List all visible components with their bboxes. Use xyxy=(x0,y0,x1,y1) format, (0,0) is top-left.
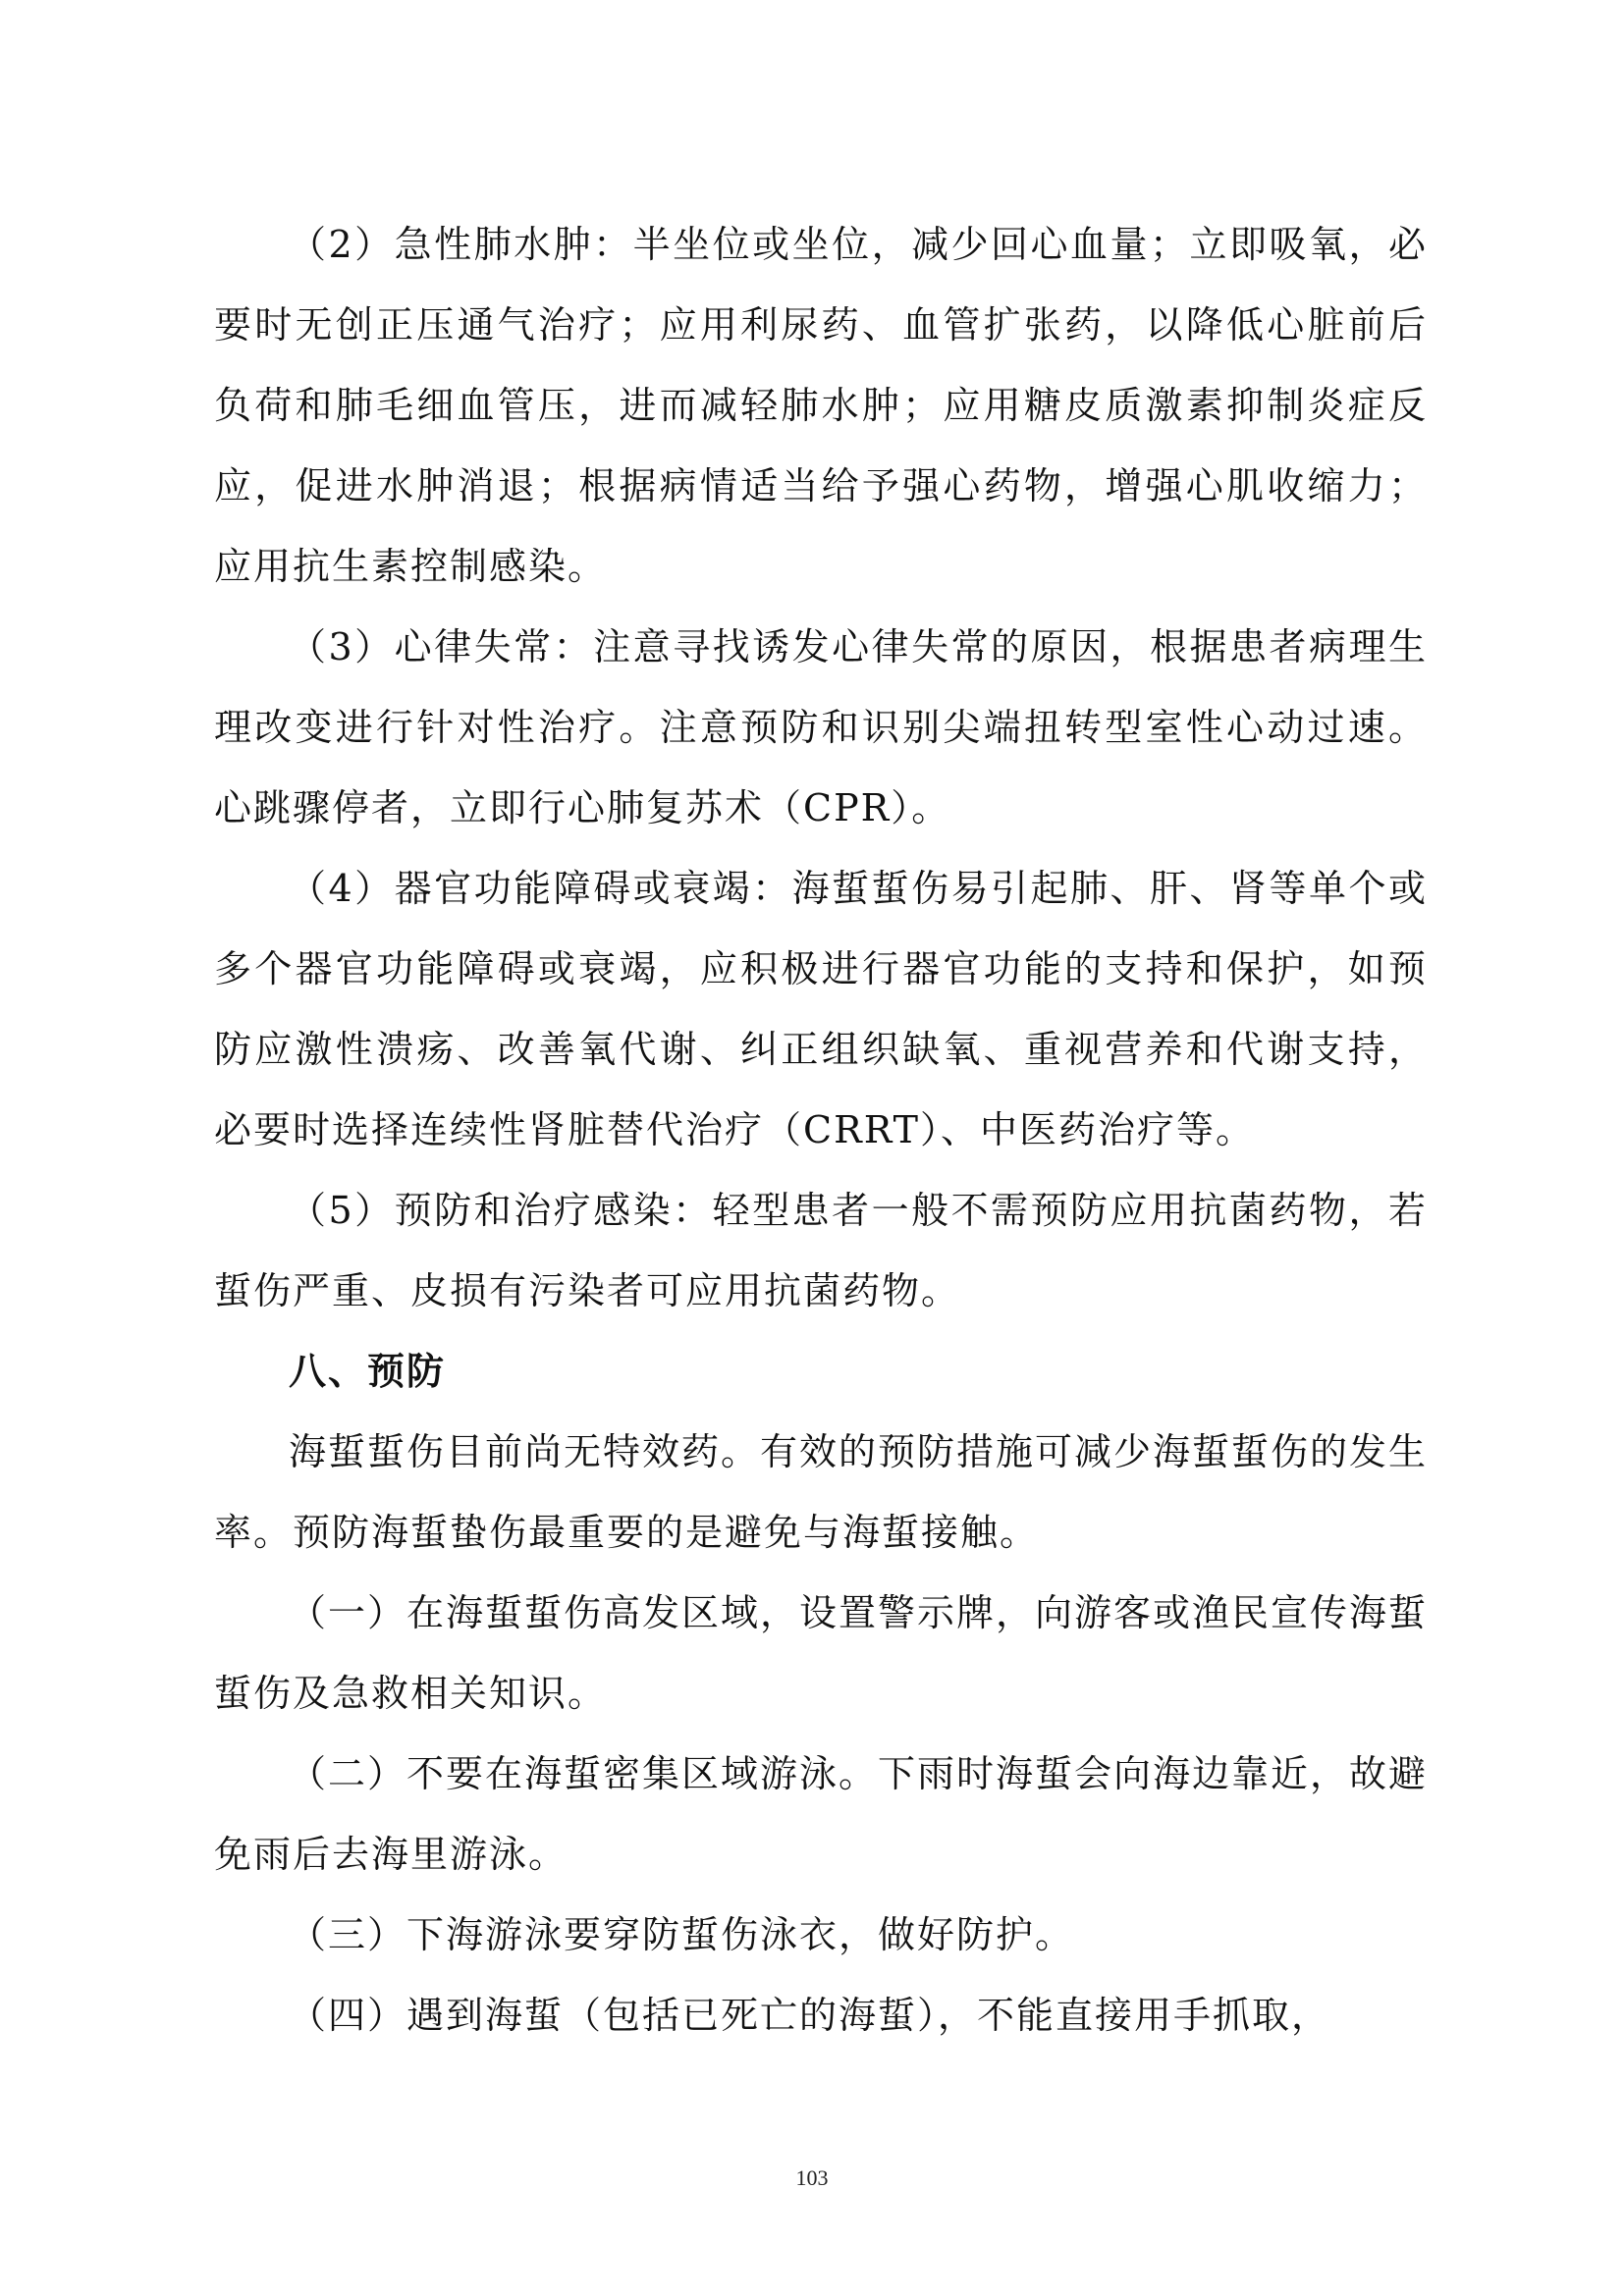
paragraph-prevention-3: （三）下海游泳要穿防蜇伤泳衣，做好防护。 xyxy=(289,1913,1075,1956)
page-content xyxy=(214,204,1428,2056)
paragraph-infection: （5）预防和治疗感染：轻型患者一般不需预防应用抗菌药物，若蜇伤严重、皮损有污染者可应用抗菌药物。 xyxy=(214,1189,1428,1312)
section-heading-prevention: 八、预防 xyxy=(289,1350,447,1393)
paragraph-prevention-1: （一）在海蜇蜇伤高发区域，设置警示牌，向游客或渔民宣传海蜇蜇伤及急救相关知识。 xyxy=(214,1591,1429,1715)
paragraph-arrhythmia: （3）心律失常：注意寻找诱发心律失常的原因，根据患者病理生理改变进行针对性治疗。注意预防和识别尖端扭转型室性心动过速。心跳骤停者，立即行心肺复苏术（CPR）。 xyxy=(214,625,1428,829)
page-number: 103 xyxy=(795,2165,829,2190)
paragraph-prevention-4: （四）遇到海蜇（包括已死亡的海蜇），不能直接用手抓取， xyxy=(289,1994,1331,2037)
paragraph-acute-pulmonary-edema: （2）急性肺水肿：半坐位或坐位，减少回心血量；立即吸氧，必要时无创正压通气治疗；应用利尿药、血管扩张药，以降低心脏前后负荷和肺毛细血管压，进而减轻肺水肿；应用糖皮质激素抑制炎症反应，促进水肿消退；根据病情适当给予强心药物，增强心肌收缩力；应用抗生素控制感染。 xyxy=(214,223,1428,588)
paragraph-organ-failure: （4）器官功能障碍或衰竭：海蜇蜇伤易引起肺、肝、肾等单个或多个器官功能障碍或衰竭，应积极进行器官功能的支持和保护，如预防应激性溃疡、改善氧代谢、纠正组织缺氧、重视营养和代谢支持，必要时选择连续性肾脏替代治疗（CRRT）、中医药治疗等。 xyxy=(214,867,1428,1151)
paragraph-prevention-2: （二）不要在海蜇密集区域游泳。下雨时海蜇会向海边靠近，故避免雨后去海里游泳。 xyxy=(214,1752,1429,1876)
paragraph-prevention-intro: 海蜇蜇伤目前尚无特效药。有效的预防措施可减少海蜇蜇伤的发生率。预防海蜇蛰伤最重要的是避免与海蜇接触。 xyxy=(214,1430,1429,1554)
